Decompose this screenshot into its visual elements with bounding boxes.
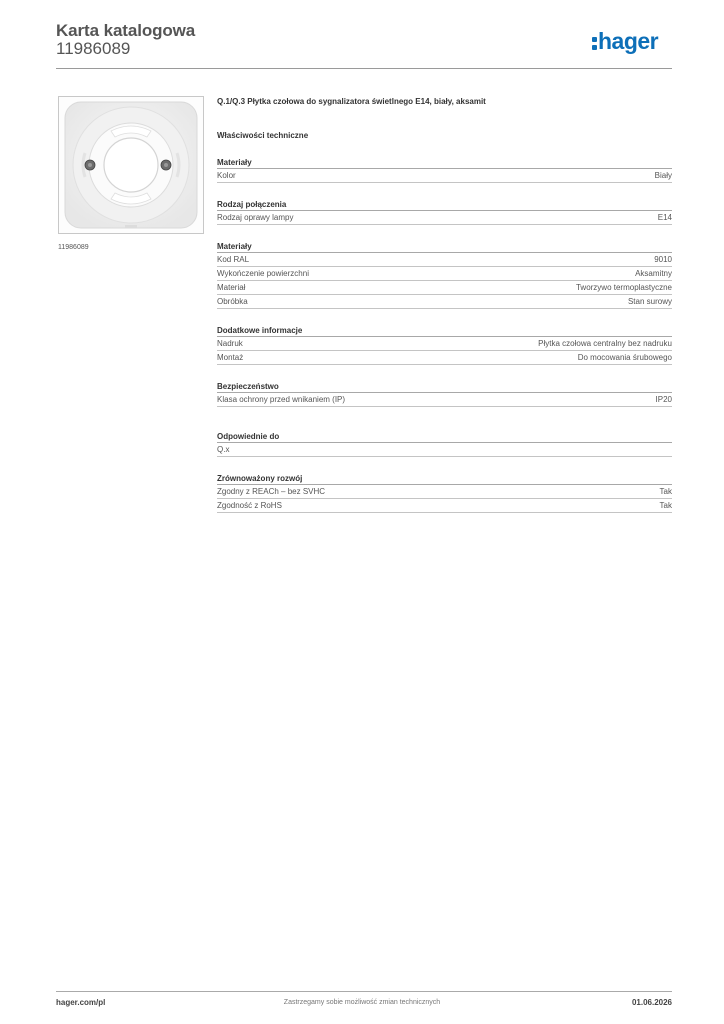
property-value: Biały xyxy=(654,171,672,180)
property-label: Wykończenie powierzchni xyxy=(217,269,309,278)
section-suitable-for xyxy=(217,431,672,457)
property-row xyxy=(217,485,672,499)
property-label: Klasa ochrony przed wnikaniem (IP) xyxy=(217,395,346,404)
property-value: Płytka czołowa centralny bez nadruku xyxy=(538,339,672,348)
product-description: Q.1/Q.3 Płytka czołowa do sygnalizatora świetlnego E14, biały, aksamit xyxy=(217,97,486,106)
property-value: Aksamitny xyxy=(635,269,672,278)
section-connection-type xyxy=(217,199,672,225)
catalog-number: 11986089 xyxy=(56,39,131,58)
section-additional-info xyxy=(217,325,672,365)
section-title: Materiały xyxy=(217,241,672,253)
property-value: 9010 xyxy=(654,255,672,264)
product-image xyxy=(58,96,204,234)
property-row xyxy=(217,499,672,513)
section-materials-color xyxy=(217,157,672,183)
section-materials-finish xyxy=(217,241,672,309)
property-row xyxy=(217,211,672,225)
property-row xyxy=(217,443,672,457)
footer-disclaimer: Zastrzegamy sobie możliwość zmian technicznych xyxy=(283,999,441,1006)
property-value: IP20 xyxy=(655,395,672,404)
property-label: Montaż xyxy=(217,353,244,362)
property-value: E14 xyxy=(657,213,672,222)
property-row xyxy=(217,267,672,281)
logo-dots-icon xyxy=(592,34,597,50)
section-title: Bezpieczeństwo xyxy=(217,381,672,393)
property-row xyxy=(217,337,672,351)
property-row xyxy=(217,393,672,407)
property-label: Zgodność z RoHS xyxy=(217,501,282,510)
section-sustainability xyxy=(217,473,672,513)
property-value: Do mocowania śrubowego xyxy=(577,353,672,362)
section-title: Materiały xyxy=(217,157,672,169)
front-plate-icon xyxy=(59,97,203,233)
property-value: Stan surowy xyxy=(627,297,672,306)
property-row xyxy=(217,253,672,267)
property-label: Kod RAL xyxy=(217,255,250,264)
technical-properties-heading: Właściwości techniczne xyxy=(217,131,309,140)
section-title: Dodatkowe informacje xyxy=(217,325,672,337)
footer-divider xyxy=(56,991,672,992)
product-details xyxy=(217,96,672,513)
property-label: Materiał xyxy=(217,283,246,292)
property-value: Tak xyxy=(659,487,672,496)
section-title: Rodzaj połączenia xyxy=(217,199,672,211)
logo-text: hager xyxy=(598,28,659,54)
property-label: Rodzaj oprawy lampy xyxy=(217,213,294,222)
property-label: Zgodny z REACh – bez SVHC xyxy=(217,487,326,496)
property-label: Kolor xyxy=(217,171,236,180)
property-label: Obróbka xyxy=(217,297,248,306)
property-label: Nadruk xyxy=(217,339,243,348)
property-label: Q.x xyxy=(217,445,230,454)
image-caption: 11986089 xyxy=(58,244,89,251)
section-safety xyxy=(217,381,672,407)
property-row xyxy=(217,295,672,309)
section-title: Zrównoważony rozwój xyxy=(217,473,672,485)
header-divider xyxy=(56,68,672,69)
footer-website-link[interactable]: hager.com/pl xyxy=(56,998,106,1007)
property-row xyxy=(217,351,672,365)
property-row xyxy=(217,169,672,183)
page-title: Karta katalogowa xyxy=(56,21,196,40)
property-row xyxy=(217,281,672,295)
hager-logo xyxy=(592,28,658,55)
property-value: Tworzywo termoplastyczne xyxy=(575,283,672,292)
section-title: Odpowiednie do xyxy=(217,431,672,443)
property-value: Tak xyxy=(659,501,672,510)
footer-date: 01.06.2026 xyxy=(631,998,672,1007)
